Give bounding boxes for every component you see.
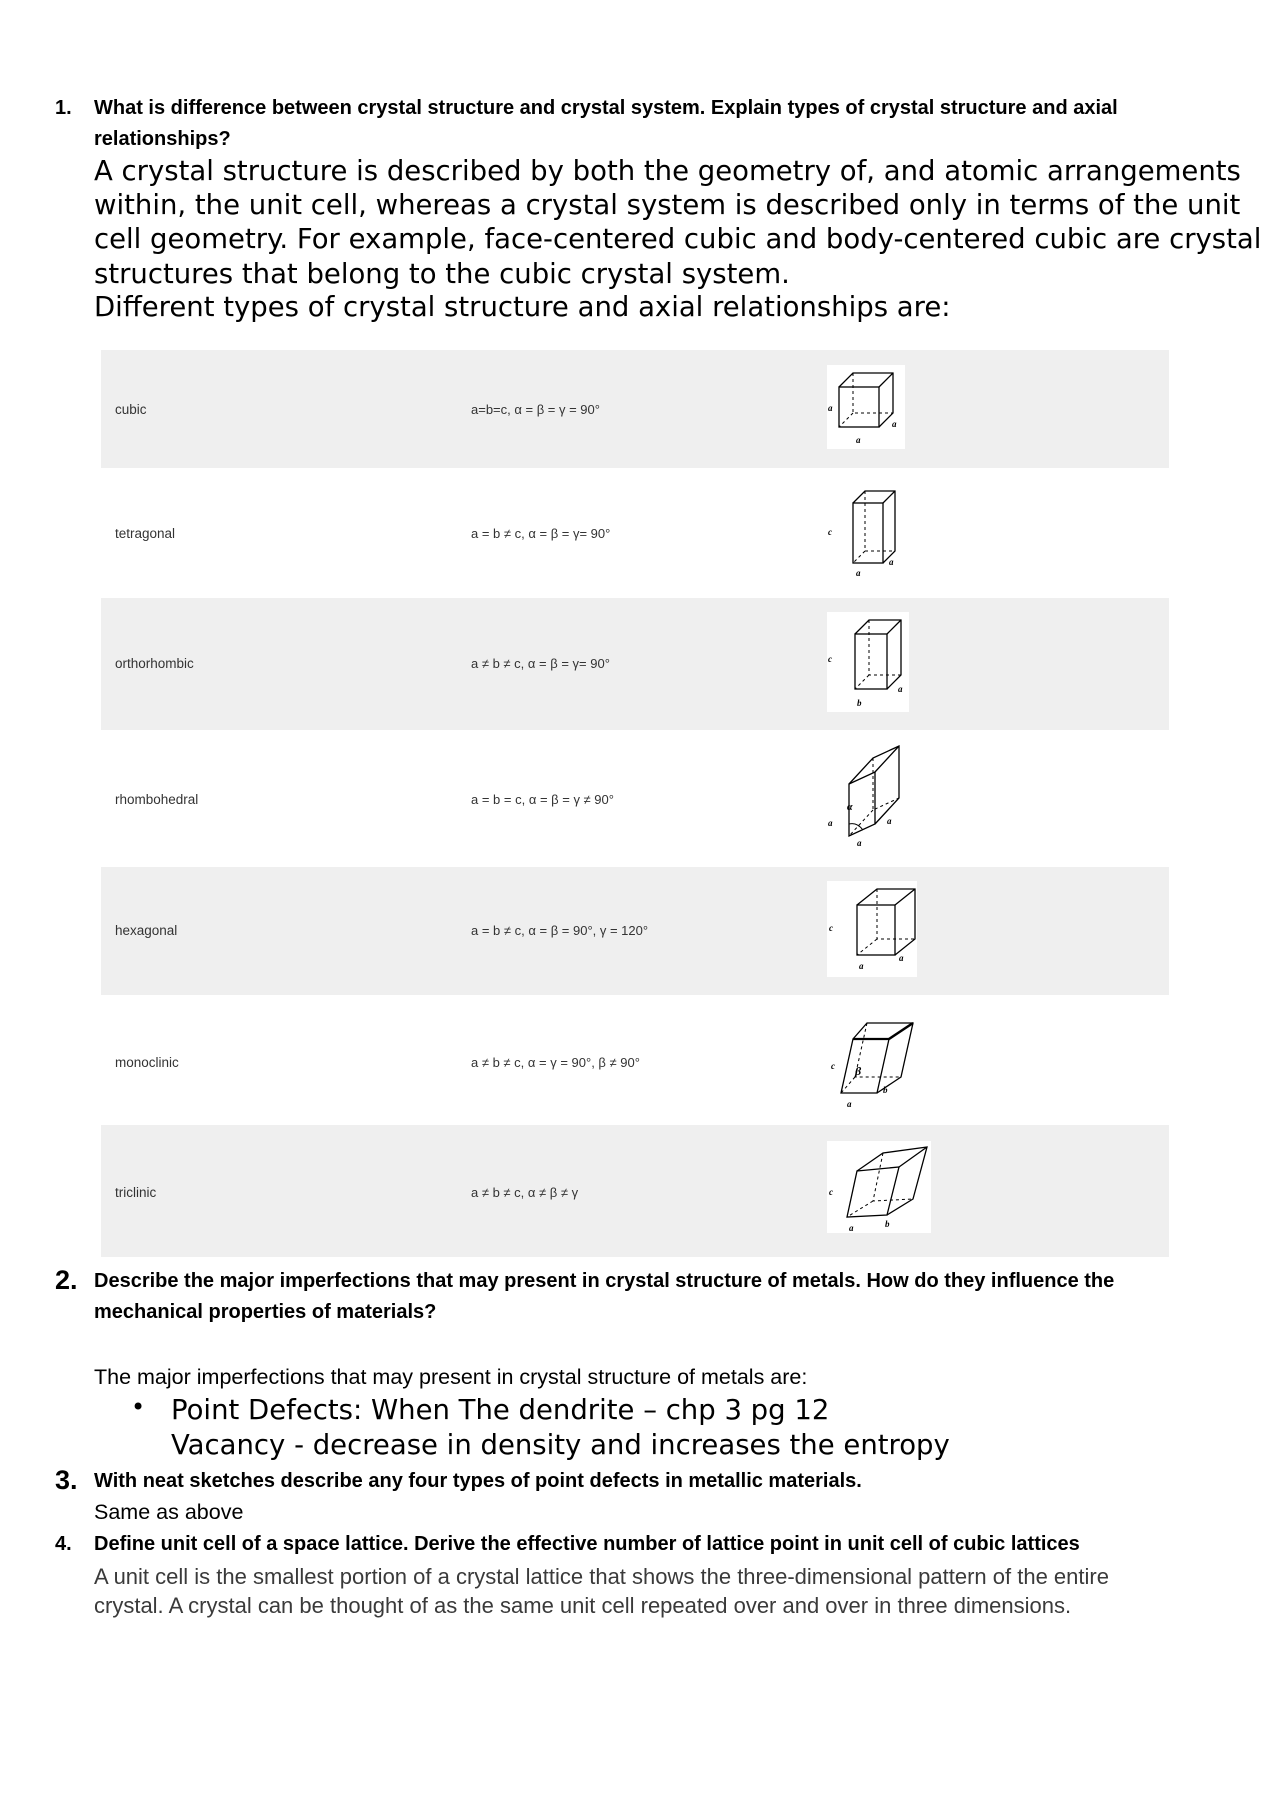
question-2-number: 2.	[55, 1265, 78, 1295]
axial-relationship: a = b ≠ c, α = β = γ= 90°	[471, 526, 611, 541]
sketch-label: a	[887, 816, 892, 826]
crystal-row-hexagonal	[101, 867, 1169, 995]
sketch-label: a	[856, 568, 861, 578]
triclinic-unit-cell-icon	[827, 1141, 931, 1233]
sketch-label: b	[883, 1085, 888, 1095]
crystal-row-tetragonal	[101, 468, 1169, 598]
hexagonal-unit-cell-icon	[827, 881, 917, 977]
sketch-label: a	[892, 419, 897, 429]
question-3-text: With neat sketches describe any four types of point defects in metallic materials.	[94, 1470, 862, 1492]
axial-relationship: a ≠ b ≠ c, α = γ = 90°, β ≠ 90°	[471, 1055, 640, 1070]
question-3-number: 3.	[55, 1465, 78, 1495]
axial-relationship: a ≠ b ≠ c, α = β = γ= 90°	[471, 656, 610, 671]
sketch-label: c	[828, 527, 832, 537]
answer-3-text: Same as above	[94, 1500, 244, 1524]
axial-relationship: a = b = c, α = β = γ ≠ 90°	[471, 792, 614, 807]
sketch-label: a	[899, 953, 904, 963]
bullet-icon: •	[131, 1393, 146, 1421]
monoclinic-unit-cell-icon	[827, 1009, 919, 1109]
crystal-row-triclinic	[101, 1125, 1169, 1257]
crystal-row-orthorhombic	[101, 598, 1169, 730]
answer-2-bullet-line-1: Point Defects: When The dendrite – chp 3 pg 12	[171, 1394, 830, 1426]
answer-2-bullet-line-2: Vacancy - decrease in density and increases the entropy	[171, 1429, 950, 1461]
sketch-label: a	[889, 557, 894, 567]
sketch-label: c	[831, 1061, 835, 1071]
crystal-name: cubic	[115, 402, 147, 417]
crystal-name: monoclinic	[115, 1055, 179, 1070]
crystal-name: orthorhombic	[115, 656, 194, 671]
answer-1-line-2: within, the unit cell, whereas a crystal system is described only in terms of the unit	[94, 189, 1241, 221]
sketch-label: a	[857, 838, 862, 848]
question-4-number: 4.	[55, 1533, 72, 1555]
question-4-text: Define unit cell of a space lattice. Derive the effective number of lattice point in unit cell of cubic lattices	[94, 1533, 1080, 1555]
sketch-label: a	[828, 403, 833, 413]
question-1-number: 1.	[55, 97, 72, 119]
cubic-unit-cell-icon	[827, 365, 905, 449]
sketch-label: β	[855, 1064, 862, 1078]
crystal-name: rhombohedral	[115, 792, 199, 807]
sketch-label: a	[847, 1099, 852, 1109]
sketch-label: a	[859, 961, 864, 971]
sketch-label: a	[849, 1223, 854, 1233]
answer-4-line-1: A unit cell is the smallest portion of a crystal lattice that shows the three-dimensional pattern of the entire	[94, 1564, 1109, 1589]
answer-1-line-4: structures that belong to the cubic crystal system.	[94, 258, 790, 290]
sketch-label: α	[847, 802, 853, 813]
answer-1-line-3: cell geometry. For example, face-centered cubic and body-centered cubic are crystal	[94, 223, 1262, 255]
orthorhombic-unit-cell-icon	[827, 612, 909, 712]
crystal-row-cubic	[101, 350, 1169, 468]
question-1-text-line-2: relationships?	[94, 128, 231, 150]
crystal-types-intro: Different types of crystal structure and axial relationships are:	[94, 291, 951, 323]
sketch-label: c	[829, 1187, 833, 1197]
answer-1-line-1: A crystal structure is described by both the geometry of, and atomic arrangements	[94, 155, 1241, 187]
sketch-label: a	[828, 818, 833, 828]
question-2-text-line-2: mechanical properties of materials?	[94, 1301, 437, 1323]
sketch-label: a	[898, 684, 903, 694]
crystal-name: triclinic	[115, 1185, 157, 1200]
crystal-name: tetragonal	[115, 526, 176, 541]
question-2-text-line-1: Describe the major imperfections that may present in crystal structure of metals. How do they influence the	[94, 1270, 1115, 1292]
sketch-label: b	[885, 1219, 890, 1229]
crystal-name: hexagonal	[115, 923, 178, 938]
axial-relationship: a = b ≠ c, α = β = 90°, γ = 120°	[471, 923, 649, 938]
answer-2-intro: The major imperfections that may present in crystal structure of metals are:	[94, 1365, 808, 1389]
sketch-label: b	[857, 698, 862, 708]
question-1-text-line-1: What is difference between crystal structure and crystal system. Explain types of crystal structure and axial	[94, 97, 1118, 119]
rhombohedral-unit-cell-icon	[827, 744, 907, 848]
crystal-row-rhombohedral	[101, 730, 1169, 867]
answer-4-line-2: crystal. A crystal can be thought of as the same unit cell repeated over and over in three dimensions.	[94, 1593, 1072, 1618]
sketch-label: a	[856, 435, 861, 445]
tetragonal-unit-cell-icon	[827, 483, 905, 579]
sketch-label: c	[828, 654, 832, 664]
crystal-row-monoclinic	[101, 995, 1169, 1125]
sketch-label: c	[829, 923, 833, 933]
axial-relationship: a=b=c, α = β = γ = 90°	[471, 402, 600, 417]
axial-relationship: a ≠ b ≠ c, α ≠ β ≠ γ	[471, 1185, 579, 1200]
